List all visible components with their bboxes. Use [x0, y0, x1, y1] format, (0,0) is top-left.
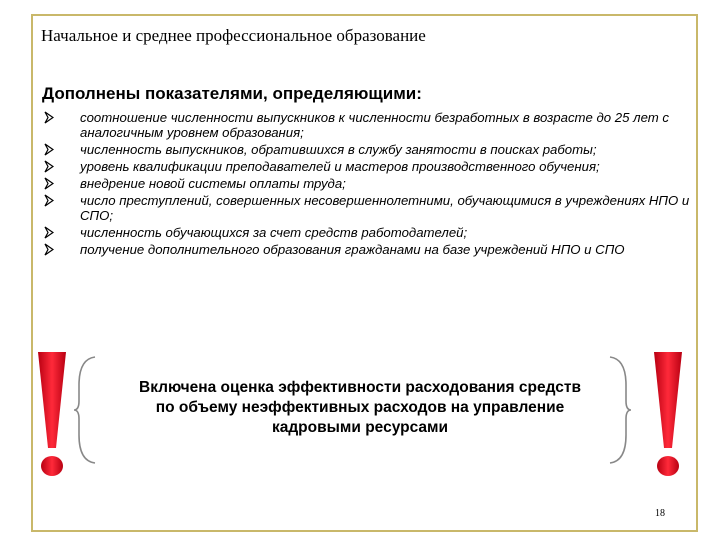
list-item: [44, 176, 694, 191]
exclamation-icon: [650, 350, 686, 480]
arrow-bullet-icon: [44, 111, 54, 124]
callout-line: Включена оценка эффективности расходования средств: [139, 379, 581, 396]
list-item: [44, 142, 694, 157]
callout-line: по объему неэффективных расходов на управление: [155, 399, 565, 416]
list-item-text: численность выпускников, обратившихся в службу занятости в поисках работы;: [80, 142, 597, 157]
callout-text: [90, 378, 630, 438]
arrow-bullet-icon: [44, 194, 54, 207]
list-item: [44, 242, 694, 257]
list-item-text: число преступлений, совершенных несовершеннолетними, обучающимися в учреждениях НПО и СПО;: [80, 193, 690, 223]
arrow-bullet-icon: [44, 226, 54, 239]
list-item-text: внедрение новой системы оплаты труда;: [80, 176, 346, 191]
arrow-bullet-icon: [44, 160, 54, 173]
arrow-bullet-icon: [44, 243, 54, 256]
list-item: [44, 193, 694, 223]
list-item-text: численность обучающихся за счет средств работодателей;: [80, 225, 468, 240]
list-item-text: получение дополнительного образования гражданами на базе учреждений НПО и СПО: [80, 242, 625, 257]
section-heading: Дополнены показателями, определяющими:: [42, 84, 422, 103]
slide-title: Начальное и среднее профессиональное образование: [41, 26, 426, 45]
indicator-list: [44, 110, 694, 259]
list-item: [44, 225, 694, 240]
list-item: [44, 110, 694, 140]
callout-line: кадровыми ресурсами: [271, 419, 449, 436]
list-item-text: уровень квалификации преподавателей и мастеров производственного обучения;: [80, 159, 600, 174]
arrow-bullet-icon: [44, 177, 54, 190]
exclamation-icon: [34, 350, 70, 480]
arrow-bullet-icon: [44, 143, 54, 156]
page-number: 18: [655, 508, 665, 519]
list-item-text: соотношение численности выпускников к численности безработных в возрасте до 25 лет с аналогичным уровнем образования;: [80, 110, 670, 140]
list-item: [44, 159, 694, 174]
